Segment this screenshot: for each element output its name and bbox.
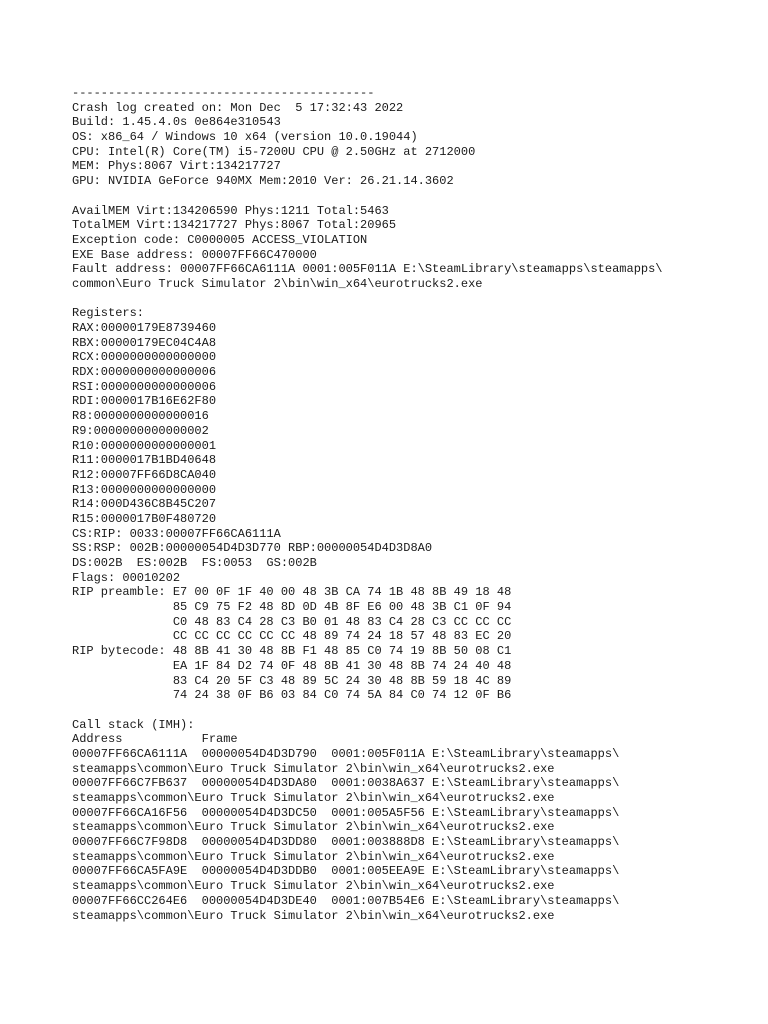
log-line: R9:0000000000000002 — [72, 423, 209, 438]
log-line: R8:0000000000000016 — [72, 409, 209, 424]
log-line: ------------------------------------------ — [72, 86, 375, 100]
log-line: Exception code: C0000005 ACCESS_VIOLATION — [72, 232, 368, 247]
log-line: RSI:0000000000000006 — [72, 379, 217, 394]
log-line: R15:0000017B0F480720 — [72, 511, 217, 526]
log-line: Crash log created on: Mon Dec 5 17:32:43 2022 — [72, 100, 404, 115]
log-line: RDX:0000000000000006 — [72, 365, 217, 380]
log-line: Call stack (IMH): — [72, 717, 195, 732]
log-line: R14:000D436C8B45C207 — [72, 497, 217, 512]
log-line: EXE Base address: 00007FF66C470000 — [72, 247, 317, 262]
log-line: Registers: — [72, 306, 145, 321]
log-line: RDI:0000017B16E62F80 — [72, 394, 217, 409]
log-line: RIP preamble: E7 00 0F 1F 40 00 48 3B CA 74 1B 48 8B 49 18 48 — [72, 585, 512, 600]
log-line: 00007FF66C7F98D8 00000054D4D3DD80 0001:003888D8 E:\SteamLibrary\steamapps\ — [72, 835, 620, 850]
log-line — [72, 292, 752, 307]
log-line: Address Frame — [72, 732, 238, 747]
log-line: OS: x86_64 / Windows 10 x64 (version 10.0.19044) — [72, 130, 418, 145]
log-line: 00007FF66C7FB637 00000054D4D3DA80 0001:0038A637 E:\SteamLibrary\steamapps\ — [72, 776, 620, 791]
log-line: RIP bytecode: 48 8B 41 30 48 8B F1 48 85 C0 74 19 8B 50 08 C1 — [72, 644, 512, 659]
log-line — [72, 703, 752, 718]
log-line: Flags: 00010202 — [72, 570, 181, 585]
log-line: GPU: NVIDIA GeForce 940MX Mem:2010 Ver: 26.21.14.3602 — [72, 174, 454, 189]
log-line — [72, 189, 752, 204]
log-line: 00007FF66CA5FA9E 00000054D4D3DDB0 0001:005EEA9E E:\SteamLibrary\steamapps\ — [72, 864, 620, 879]
log-line: steamapps\common\Euro Truck Simulator 2\bin\win_x64\eurotrucks2.exe — [72, 879, 555, 894]
log-line: RCX:0000000000000000 — [72, 350, 217, 365]
log-line: DS:002B ES:002B FS:0053 GS:002B — [72, 556, 317, 570]
log-line: RAX:00000179E8739460 — [72, 321, 217, 335]
log-line: R10:0000000000000001 — [72, 438, 217, 453]
log-line: AvailMEM Virt:134206590 Phys:1211 Total:5463 — [72, 203, 389, 218]
log-line: C0 48 83 C4 28 C3 B0 01 48 83 C4 28 C3 CC CC CC — [72, 614, 512, 629]
log-line: Fault address: 00007FF66CA6111A 0001:005F011A E:\SteamLibrary\steamapps\steamapps\ — [72, 262, 663, 277]
log-line: TotalMEM Virt:134217727 Phys:8067 Total:20965 — [72, 218, 397, 233]
log-line: steamapps\common\Euro Truck Simulator 2\bin\win_x64\eurotrucks2.exe — [72, 791, 555, 805]
log-line: steamapps\common\Euro Truck Simulator 2\bin\win_x64\eurotrucks2.exe — [72, 849, 555, 864]
log-line: SS:RSP: 002B:00000054D4D3D770 RBP:00000054D4D3D8A0 — [72, 541, 433, 556]
log-line: CS:RIP: 0033:00007FF66CA6111A — [72, 526, 281, 541]
log-line: CPU: Intel(R) Core(TM) i5-7200U CPU @ 2.50GHz at 2712000 — [72, 144, 476, 159]
log-line: MEM: Phys:8067 Virt:134217727 — [72, 159, 281, 174]
log-line: 00007FF66CA6111A 00000054D4D3D790 0001:005F011A E:\SteamLibrary\steamapps\ — [72, 746, 620, 761]
log-line: 85 C9 75 F2 48 8D 0D 4B 8F E6 00 48 3B C1 0F 94 — [72, 600, 512, 615]
log-line: common\Euro Truck Simulator 2\bin\win_x64\eurotrucks2.exe — [72, 276, 483, 291]
log-line: Build: 1.45.4.0s 0e864e310543 — [72, 115, 281, 130]
log-line: steamapps\common\Euro Truck Simulator 2\bin\win_x64\eurotrucks2.exe — [72, 908, 555, 923]
crash-log-document — [72, 86, 752, 923]
log-line: 00007FF66CC264E6 00000054D4D3DE40 0001:007B54E6 E:\SteamLibrary\steamapps\ — [72, 893, 620, 908]
log-line: steamapps\common\Euro Truck Simulator 2\bin\win_x64\eurotrucks2.exe — [72, 761, 555, 776]
log-line: 00007FF66CA16F56 00000054D4D3DC50 0001:005A5F56 E:\SteamLibrary\steamapps\ — [72, 805, 620, 820]
log-line: steamapps\common\Euro Truck Simulator 2\bin\win_x64\eurotrucks2.exe — [72, 820, 555, 835]
log-line: 83 C4 20 5F C3 48 89 5C 24 30 48 8B 59 18 4C 89 — [72, 673, 512, 688]
log-line: RBX:00000179EC04C4A8 — [72, 335, 217, 350]
log-line: EA 1F 84 D2 74 0F 48 8B 41 30 48 8B 74 24 40 48 — [72, 658, 512, 673]
log-line: 74 24 38 0F B6 03 84 C0 74 5A 84 C0 74 12 0F B6 — [72, 688, 512, 703]
log-line: R12:00007FF66D8CA040 — [72, 467, 217, 482]
log-line: CC CC CC CC CC CC 48 89 74 24 18 57 48 83 EC 20 — [72, 629, 512, 644]
log-line: R11:0000017B1BD40648 — [72, 453, 217, 468]
log-line: R13:0000000000000000 — [72, 482, 217, 497]
